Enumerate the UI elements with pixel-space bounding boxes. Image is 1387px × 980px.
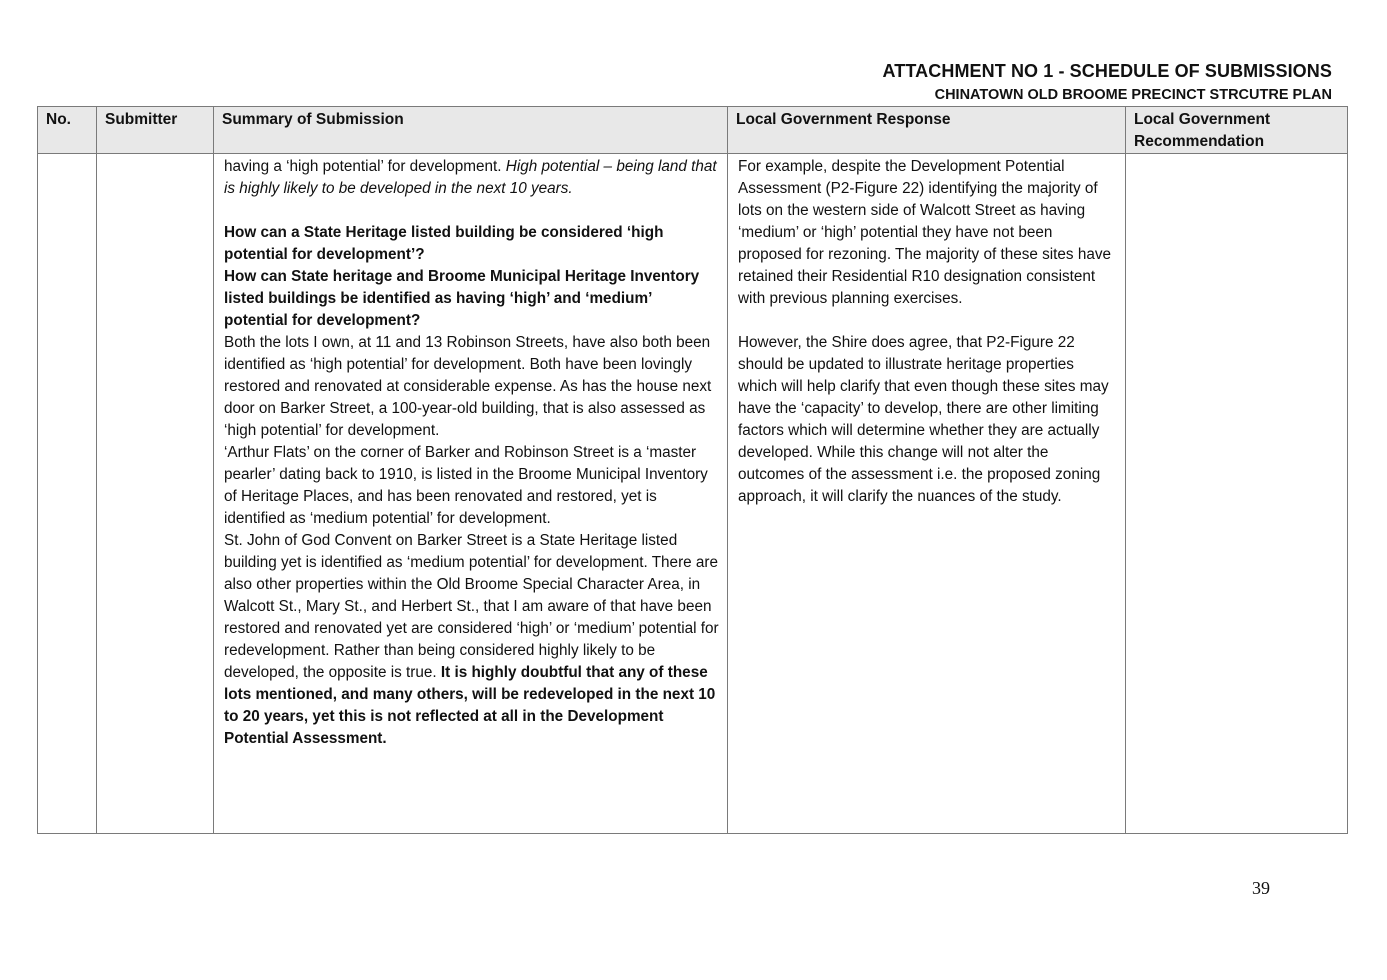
summary-p4-emphasis: It is highly doubtful that any of these lots mentioned, and many others, will be redeveloped in the next 10 to 20 years, yet this is not reflected at all in the Development Potential Assessment. [224, 664, 716, 747]
cell-summary [214, 154, 728, 834]
column-header-no: No. [38, 107, 97, 154]
column-header-recommendation: Local Government Recommendation [1126, 107, 1348, 154]
summary-p1-definition: High potential – being land that is highly likely to be developed in the next 10 years. [224, 158, 717, 197]
summary-paragraph-3: ‘Arthur Flats’ on the corner of Barker and Robinson Street is a ‘master pearler’ dating back to 1910, is listed in the Broome Municipal Inventory of Heritage Places, and has been renovated and restored, yet is identified as ‘medium potential’ for development. [224, 444, 708, 527]
summary-p4-text: St. John of God Convent on Barker Street is a State Heritage listed building yet is identified as ‘medium potential’ for development. There are also other properties within the Old Broome Special Character Area, in Walcott St., Mary St., and Herbert St., that I am aware of that have been restored and renovated yet are considered ‘high’ or ‘medium’ potential for redevelopment. Rather than being considered highly likely to be developed, the opposite is true. [224, 532, 719, 681]
column-header-summary: Summary of Submission [214, 107, 728, 154]
document-title: ATTACHMENT NO 1 - SCHEDULE OF SUBMISSIONS [882, 61, 1332, 81]
response-paragraph-1: For example, despite the Development Potential Assessment (P2-Figure 22) identifying the majority of lots on the western side of Walcott Street as having ‘medium’ or ‘high’ potential they have not been proposed for rezoning. The majority of these sites have retained their Residential R10 designation consistent with previous planning exercises. [738, 158, 1111, 307]
page-number: 39 [1252, 878, 1270, 898]
summary-p1-text: having a ‘high potential’ for development. [224, 158, 506, 175]
summary-paragraph-2: Both the lots I own, at 11 and 13 Robinson Streets, have also both been identified as ‘high potential’ for development. Both have been lovingly restored and renovated at considerable expense. As has the house next door on Barker Street, a 100-year-old building, that is also assessed as ‘high potential’ for development. [224, 334, 712, 439]
summary-paragraph-1 [224, 156, 719, 200]
column-header-submitter: Submitter [97, 107, 214, 154]
column-header-response: Local Government Response [728, 107, 1126, 154]
summary-paragraph-4 [224, 530, 719, 750]
cell-response [728, 154, 1126, 834]
cell-no [38, 154, 97, 834]
summary-question-1: How can a State Heritage listed building be considered ‘high potential for development’? [224, 224, 664, 263]
cell-recommendation [1126, 154, 1348, 834]
table-row [38, 154, 1348, 834]
response-paragraph-2: However, the Shire does agree, that P2-Figure 22 should be updated to illustrate heritage properties which will help clarify that even though these sites may have the ‘capacity’ to develop, there are other limiting factors which will determine whether they are actually developed. While this change will not alter the outcomes of the assessment i.e. the proposed zoning approach, it will clarify the nuances of the study. [738, 334, 1109, 505]
cell-submitter [97, 154, 214, 834]
document-subtitle: CHINATOWN OLD BROOME PRECINCT STRCUTRE PLAN [934, 87, 1332, 103]
table-header-row [38, 107, 1348, 154]
summary-question-2: How can State heritage and Broome Municipal Heritage Inventory listed buildings be identified as having ‘high’ and ‘medium’ potential for development? [224, 268, 700, 329]
submissions-table [37, 106, 1348, 834]
